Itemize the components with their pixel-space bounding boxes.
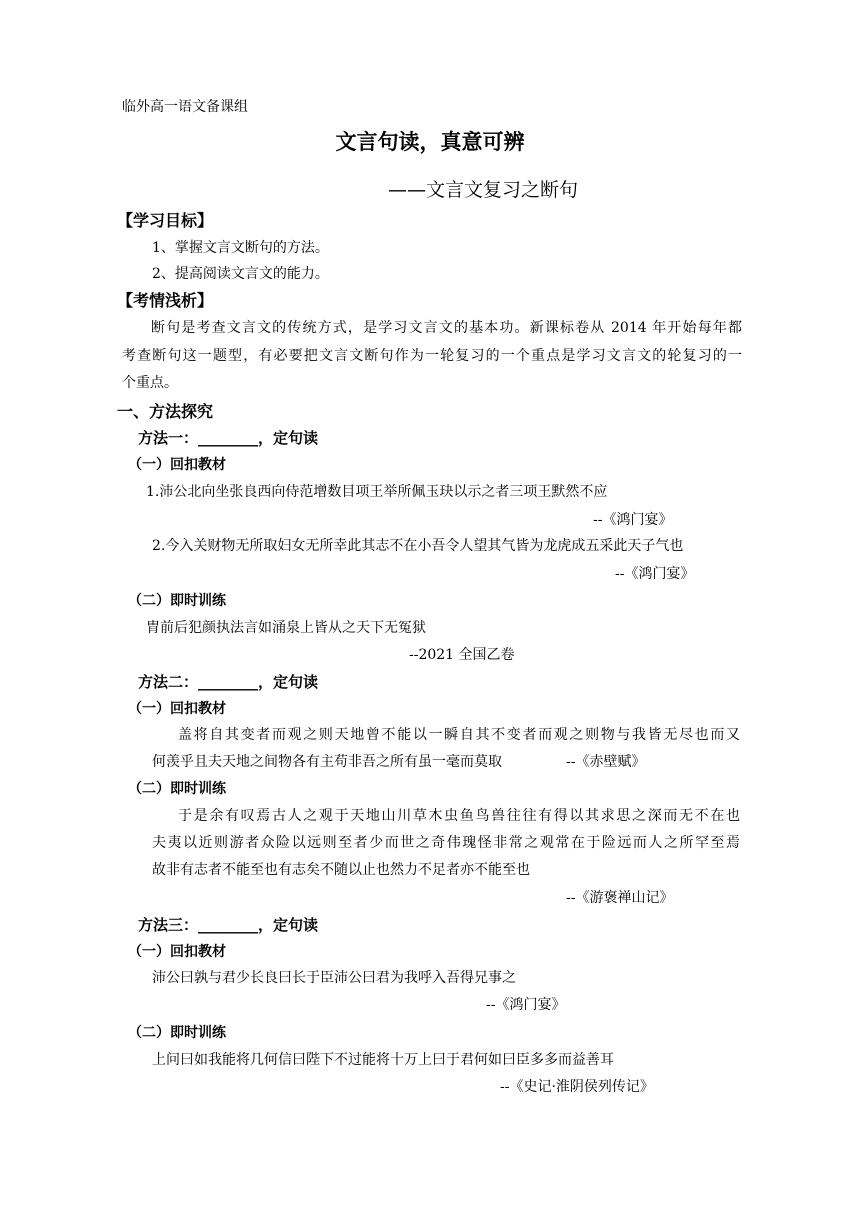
method1-example-source: --《鸿门宴》	[593, 512, 673, 528]
method2-practice-source: --《游褒禅山记》	[566, 890, 674, 906]
method1-practice-heading: （二）即时训练	[128, 593, 226, 609]
method3-practice: 上问曰如我能将几何信曰陛下不过能将十万上曰于君何如曰臣多多而益善耳	[152, 1052, 614, 1068]
method3-textbook-heading: （一）回扣教材	[128, 944, 226, 960]
method2-practice: 夫夷以近则游者众险以远则至者少而世之奇伟瑰怪非常之观常在于险远而人之所罕至焉	[152, 835, 740, 851]
page-title: 文言句读，真意可辨	[335, 130, 525, 154]
page-subtitle: ——文言文复习之断句	[388, 179, 579, 201]
method3-practice-source: --《史记·淮阴侯列传记》	[500, 1079, 654, 1095]
goal-item: 2、提高阅读文言文的能力。	[152, 266, 329, 282]
method2-heading: 方法二：________，定句读	[138, 673, 319, 691]
method2-practice: 故非有志者不能至也有志矣不随以止也然力不足者亦不能至也	[152, 862, 530, 878]
method3-practice-heading: （二）即时训练	[128, 1025, 226, 1041]
method3-heading: 方法三：________，定句读	[138, 916, 319, 934]
method1-textbook-heading: （一）回扣教材	[128, 457, 226, 473]
analysis-line: 断句是考查文言文的传统方式，是学习文言文的基本功。新课标卷从 2014 年开始每年都	[151, 320, 742, 336]
method2-text: 何羡乎且夫天地之间物各有主苟非吾之所有虽一毫而莫取	[152, 754, 502, 770]
method2-practice-heading: （二）即时训练	[128, 781, 226, 797]
method2-textbook-heading: （一）回扣教材	[128, 701, 226, 717]
goal-item: 1、掌握文言文断句的方法。	[152, 240, 329, 256]
header-group: 临外高一语文备课组	[122, 99, 248, 115]
method1-heading: 方法一：________，定句读	[138, 429, 319, 447]
goals-heading: 【学习目标】	[117, 211, 214, 230]
method3-text-source: --《鸿门宴》	[486, 997, 566, 1013]
analysis-heading: 【考情浅析】	[117, 291, 214, 310]
method1-example: 1.沛公北向坐张良西向侍范增数目项王举所佩玉玦以示之者三项王默然不应	[146, 484, 608, 500]
method1-example-source: --《鸿门宴》	[615, 566, 695, 582]
method2-practice: 于是余有叹焉古人之观于天地山川草木虫鱼鸟兽往往有得以其求思之深而无不在也	[178, 808, 740, 824]
section-heading: 一、方法探究	[117, 402, 214, 421]
method1-practice: 胄前后犯颜执法言如涌泉上皆从之天下无冤狱	[146, 620, 426, 636]
method1-practice-source: --2021 全国乙卷	[409, 647, 515, 663]
analysis-line: 考查断句这一题型，有必要把文言文断句作为一轮复习的一个重点是学习文言文的轮复习的一	[122, 348, 742, 364]
method2-text: 盖将自其变者而观之则天地曾不能以一瞬自其不变者而观之则物与我皆无尽也而又	[178, 727, 740, 743]
analysis-line: 个重点。	[122, 375, 178, 391]
method1-example: 2.今入关财物无所取妇女无所幸此其志不在小吾令人望其气皆为龙虎成五采此天子气也	[152, 538, 684, 554]
method3-text: 沛公曰孰与君少长良曰长于臣沛公曰君为我呼入吾得兄事之	[152, 970, 516, 986]
method2-text-source: --《赤壁赋》	[566, 754, 646, 770]
